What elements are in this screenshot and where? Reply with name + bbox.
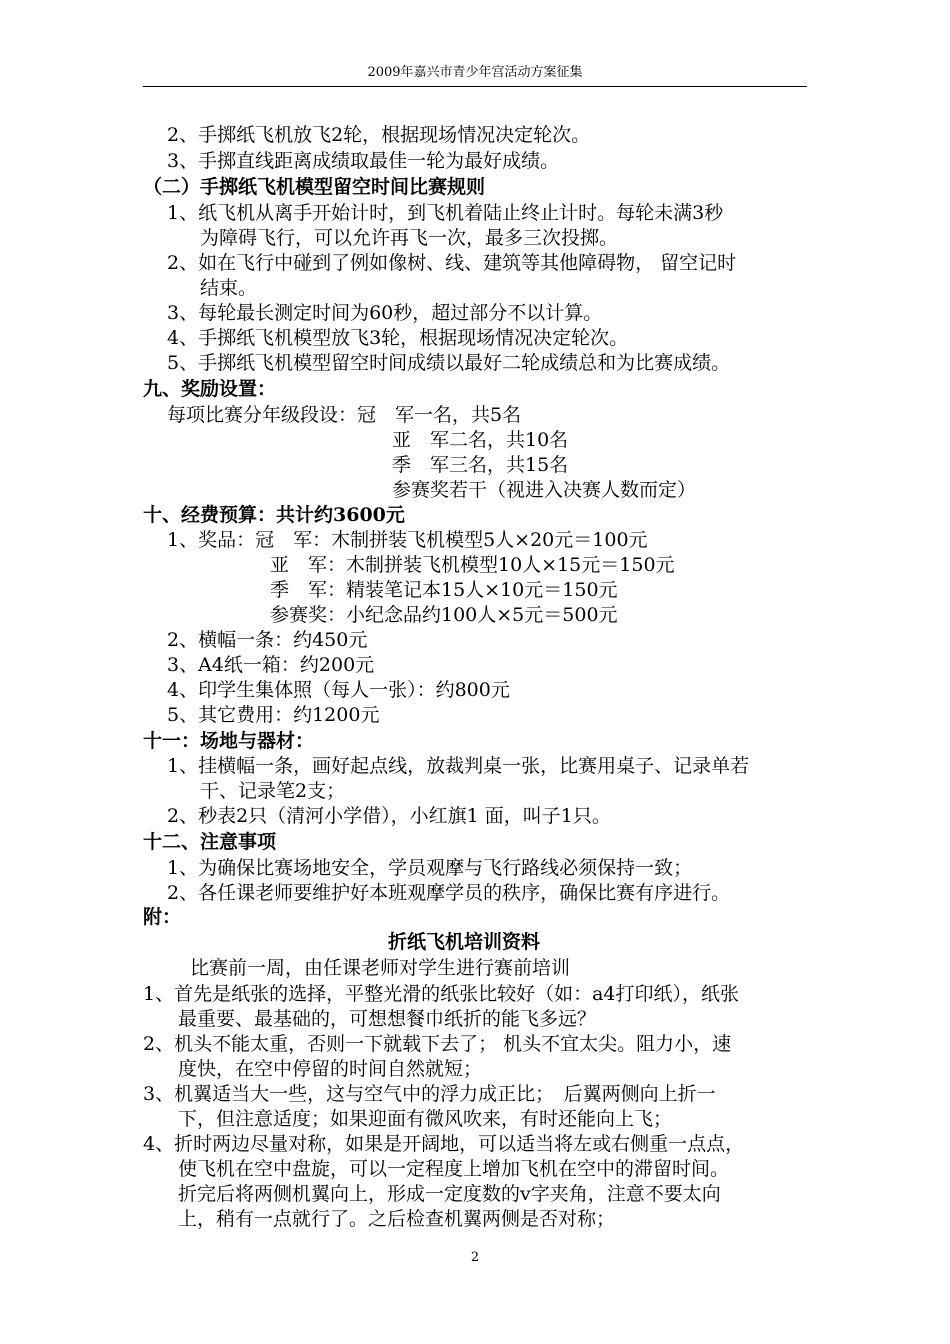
- text-line: 2、机头不能太重，否则一下就载下去了； 机头不宜太尖。阻力小，速: [143, 1033, 732, 1055]
- text-line: 4、手掷纸飞机模型放飞3轮，根据现场情况决定轮次。: [167, 327, 629, 349]
- text-line: 5、其它费用：约1200元: [167, 704, 380, 726]
- text-line: 干、记录笔2支；: [200, 780, 346, 802]
- page-number: 2: [470, 1250, 480, 1265]
- text-line: 参赛奖若干（视进入决赛人数而定）: [392, 479, 697, 501]
- page-header: 2009年嘉兴市青少年宫活动方案征集: [367, 65, 583, 80]
- text-line: 每项比赛分年级段设：冠 军一名，共5名: [167, 404, 522, 426]
- text-line: 亚 军二名，共10名: [392, 429, 569, 451]
- text-line: 上，稍有一点就行了。之后检查机翼两侧是否对称；: [178, 1208, 616, 1230]
- text-line: 结束。: [200, 277, 258, 299]
- text-line: 季 军三名，共15名: [392, 454, 569, 476]
- text-line: 1、奖品：冠 军：木制拼装飞机模型5人×20元＝100元: [167, 529, 648, 551]
- appendix-title: 折纸飞机培训资料: [388, 931, 541, 953]
- section-heading: 十二、注意事项: [143, 831, 277, 853]
- text-line: 下，但注意适度；如果迎面有微风吹来，有时还能向上飞；: [178, 1108, 673, 1130]
- text-line: 折完后将两侧机翼向上，形成一定度数的v字夹角，注意不要太向: [178, 1183, 721, 1205]
- text-line: 2、手掷纸飞机放飞2轮，根据现场情况决定轮次。: [167, 124, 591, 146]
- text-line: 2、如在飞行中碰到了例如像树、线、建筑等其他障碍物， 留空记时: [167, 252, 737, 274]
- text-line: 3、A4纸一箱：约200元: [167, 654, 375, 676]
- header-rule: [143, 86, 807, 87]
- section-heading: 附：: [143, 906, 182, 928]
- section-heading: 十一：场地与器材：: [143, 730, 315, 752]
- text-line: 1、挂横幅一条，画好起点线，放裁判桌一张，比赛用桌子、记录单若: [167, 755, 750, 777]
- text-line: 为障碍飞行，可以允许再飞一次，最多三次投掷。: [200, 227, 619, 249]
- section-heading: （二）手掷纸飞机模型留空时间比赛规则: [143, 176, 486, 198]
- text-line: 4、折时两边尽量对称，如果是开阔地，可以适当将左或右侧重一点点，: [143, 1133, 745, 1155]
- text-line: 2、横幅一条：约450元: [167, 629, 368, 651]
- text-line: 比赛前一周，由任课老师对学生进行赛前培训: [190, 957, 571, 979]
- text-line: 亚 军：木制拼装飞机模型10人×15元＝150元: [270, 554, 675, 576]
- text-line: 参赛奖：小纪念品约100人×5元＝500元: [270, 604, 618, 626]
- text-line: 4、印学生集体照（每人一张）：约800元: [167, 679, 510, 701]
- text-line: 度快，在空中停留的时间自然就短；: [178, 1058, 483, 1080]
- text-line: 3、机翼适当大一些，这与空气中的浮力成正比； 后翼两侧向上折一: [143, 1083, 716, 1105]
- text-line: 1、为确保比赛场地安全，学员观摩与飞行路线必须保持一致；: [167, 857, 693, 879]
- section-heading: 十、经费预算：共计约3600元: [143, 504, 405, 526]
- text-line: 3、每轮最长测定时间为60秒，超过部分不以计算。: [167, 302, 603, 324]
- text-line: 5、手掷纸飞机模型留空时间成绩以最好二轮成绩总和为比赛成绩。: [167, 352, 731, 374]
- text-line: 1、纸飞机从离手开始计时，到飞机着陆止终止计时。每轮未满3秒: [167, 202, 724, 224]
- text-line: 季 军：精装笔记本15人×10元＝150元: [270, 579, 618, 601]
- text-line: 使飞机在空中盘旋，可以一定程度上增加飞机在空中的滞留时间。: [178, 1158, 730, 1180]
- text-line: 2、秒表2只（清河小学借），小红旗1 面，叫子1只。: [167, 805, 611, 827]
- section-heading: 九、奖励设置：: [143, 378, 277, 400]
- text-line: 2、各任课老师要维护好本班观摩学员的秩序，确保比赛有序进行。: [167, 882, 731, 904]
- text-line: 最重要、最基础的，可想想餐巾纸折的能飞多远？: [178, 1008, 597, 1030]
- text-line: 1、首先是纸张的选择，平整光滑的纸张比较好（如：a4打印纸），纸张: [143, 983, 740, 1005]
- text-line: 3、手掷直线距离成绩取最佳一轮为最好成绩。: [167, 150, 560, 172]
